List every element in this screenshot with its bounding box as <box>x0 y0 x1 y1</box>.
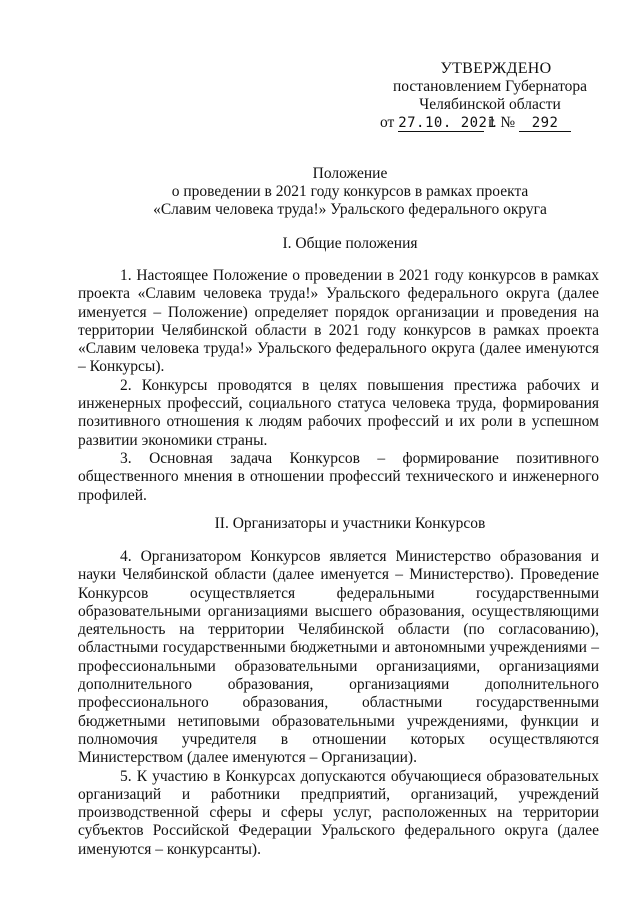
approval-title: УТВЕРЖДЕНО <box>440 60 552 77</box>
approval-stamp-block <box>380 60 600 132</box>
approval-line-region: Челябинской области <box>419 96 561 113</box>
paragraph-1: 1. Настоящее Положение о проведении в 2021 году конкурсов в рамках проекта «Славим человека труда!» Уральского федерального округа (далее именуется – Положение) определяет порядок организации и проведения на территории Челябинской области в 2021 году конкурсов в рамках проекта «Славим человека труда!» Уральского федерального округа (далее именуются – Конкурсы). <box>78 267 599 376</box>
approval-date-field <box>398 115 497 132</box>
paragraph-3: 3. Основная задача Конкурсов – формирование позитивного общественного мнения в отношении профессий технического и инженерного профилей. <box>78 449 599 504</box>
section-heading-organizers: II. Организаторы и участники Конкурсов <box>214 515 486 532</box>
approval-date-line <box>380 114 600 132</box>
paragraph-4: 4. Организатором Конкурсов является Министерство образования и науки Челябинской области (далее именуется – Министерство). Проведение Конкурсов осуществляется федеральными государственными образовательными организациями высшего образования, осуществляющими деятельность на территории Челябинской области (по согласованию), областными государственными бюджетными и автономными учреждениями – профессиональными образовательными организациями, организациями дополнительного образования, организациями дополнительного профессионального образования, областными государственными бюджетными нетиповыми образовательными учреждениями, функции и полномочия учредителя в отношении которых осуществляются Министерством (далее именуются – Организации). <box>78 548 599 767</box>
title-line-1: Положение <box>312 165 388 182</box>
section-body-general <box>78 267 599 505</box>
title-line-3: «Славим человека труда!» Уральского федерального округа <box>153 201 547 218</box>
approval-year-suffix: г. № <box>488 114 516 131</box>
approval-number-value: 292 <box>531 115 559 131</box>
section-heading-general: I. Общие положения <box>282 235 418 252</box>
approval-from-prefix: от <box>380 114 395 131</box>
paragraph-5: 5. К участию в Конкурсах допускаются обучающиеся образовательных организаций и работники предприятий, организаций, учреждений производственной сферы и сферы услуг, расположенных на территории субъектов Российской Федерации Уральского федерального округа (далее именуются – конкурсанты). <box>78 767 599 858</box>
approval-date-value: 27.10. 2021 <box>398 115 497 131</box>
section-body-organizers <box>78 548 599 859</box>
paragraph-2: 2. Конкурсы проводятся в целях повышения престижа рабочих и инженерных профессий, социального статуса человека труда, формирования позитивного отношения к людям рабочих профессий и их роли в успешном развитии экономики страны. <box>78 376 599 449</box>
approval-line-decree: постановлением Губернатора <box>392 78 588 95</box>
document-title <box>60 165 640 219</box>
approval-number-field <box>519 115 571 132</box>
title-line-2: о проведении в 2021 году конкурсов в рамках проекта <box>171 183 529 200</box>
